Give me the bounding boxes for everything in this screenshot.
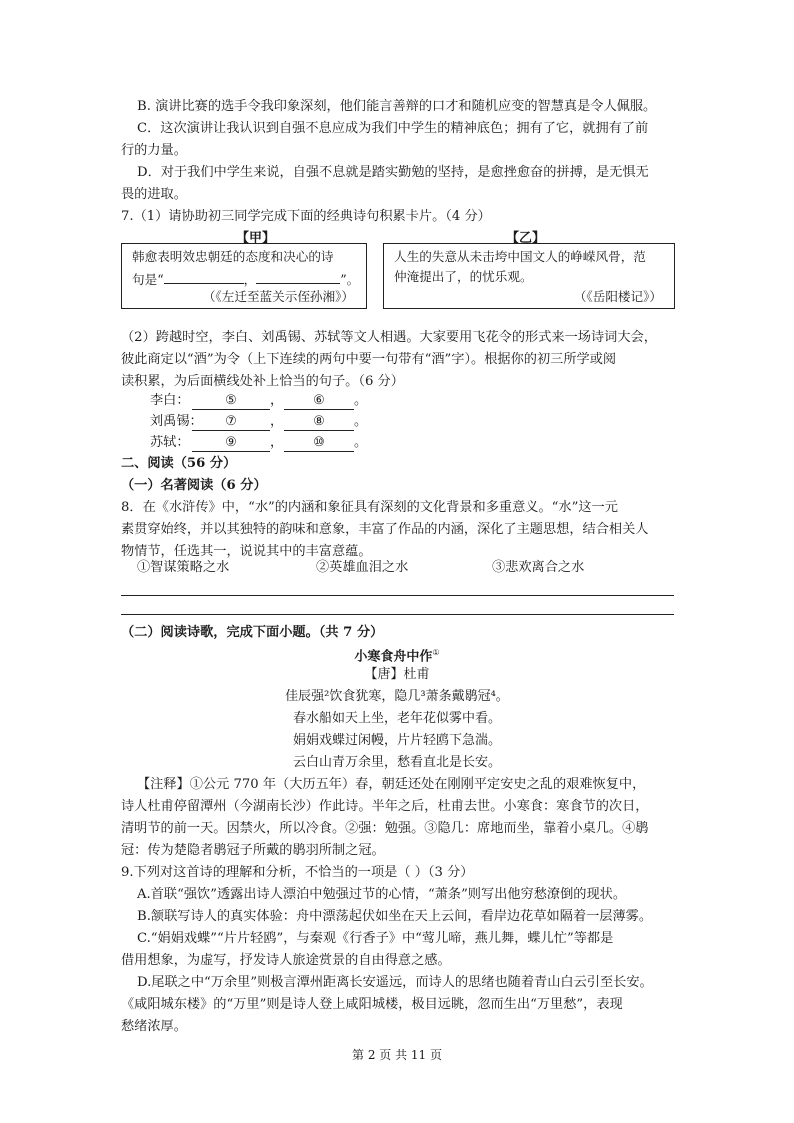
card-jia [121, 243, 367, 309]
answer-blank-1[interactable] [164, 267, 244, 284]
q7-prompt: 7.（1）请协助初三同学完成下面的经典诗句积累卡片。（4 分） [121, 209, 491, 224]
poem-line-2: 春水船如天上坐，老年花似雾中看。 [292, 711, 501, 726]
poem-line-4: 云白山青万余里，愁看直北是长安。 [292, 755, 501, 770]
card-yi-line2: 仲淹提出了，的忧乐观。 [394, 269, 533, 284]
section-reading-title: 二、阅读（56 分） [121, 456, 237, 471]
q9-option-d-line1: D.尾联之中“万余里”则极言潭州距离长安遥远，而诗人的思绪也随着青山白云引至长安。 [137, 975, 653, 990]
q9-option-c-line1: C.“娟娟戏蝶”“片片轻鸥”，与秦观《行香子》中“莺儿啼，燕儿舞，蝶儿忙”等都是 [137, 931, 614, 946]
poem-author: 【唐】杜甫 [364, 667, 430, 682]
q9-option-d-line2: 《咸阳城东楼》的“万里”则是诗人登上咸阳城楼，极目远眺，忽而生出“万里愁”，表现 [121, 997, 623, 1012]
q8-line1: 8．在《水浒传》中，“水”的内涵和象征具有深刻的文化背景和多重意义。“水”这一元 [121, 500, 618, 515]
card-jia-line1: 韩愈表明效忠朝廷的态度和决心的诗 [132, 249, 334, 264]
q7-part2-line3: 读积累，为后面横线处补上恰当的句子。（6 分） [121, 374, 404, 389]
q8-line3: 物情节，任选其一，说说其中的丰富意蕴。 [121, 544, 372, 559]
blank-10[interactable]: ⑩ [284, 435, 354, 452]
card-yi-source: （《岳阳楼记》） [573, 289, 662, 304]
blank-8[interactable]: ⑧ [284, 414, 354, 431]
fill-row-libai: 李白： ⑤ ， ⑥ 。 [150, 393, 368, 408]
page-number: 第 2 页 共 11 页 [352, 1048, 442, 1062]
card-jia-source: （《左迁至蓝关示侄孙湘》） [202, 289, 354, 304]
q8-choice-2: ②英雄血泪之水 [316, 560, 409, 575]
q7-part2-line2: 彼此商定以“酒”为令（上下连续的两句中要一句带有“酒”字）。根据你的初三所学或阅 [121, 352, 617, 367]
q9-prompt: 9.下列对这首诗的理解和分析，不恰当的一项是（ ）（3 分） [121, 865, 474, 880]
blank-5[interactable]: ⑤ [192, 393, 270, 410]
option-d-line2: 畏的进取。 [121, 187, 187, 202]
fill-row-sushi: 苏轼： ⑨ ， ⑩ 。 [150, 435, 368, 450]
poem-note-line3: 清明节的前一天。因禁火，所以冷食。②强：勉强。③隐几：席地而坐，靠着小桌几。④鹖 [121, 821, 649, 836]
poem-line-3: 娟娟戏蝶过闲幔，片片轻鸥下急湍。 [292, 733, 501, 748]
blank-7[interactable]: ⑦ [192, 414, 270, 431]
poem-line-1: 佳辰强²饮食犹寒，隐几³萧条戴鹖冠⁴。 [285, 689, 509, 704]
card-yi [383, 243, 675, 309]
option-c-line1: C．这次演讲让我认识到自强不息应成为我们中学生的精神底色；拥有了它，就拥有了前 [137, 121, 649, 136]
fill-row-liuyuxi: 刘禹锡： ⑦ ， ⑧ 。 [150, 414, 368, 429]
q7-part2-line1: （2）跨越时空，李白、刘禹锡、苏轼等文人相遇。大家要用飞花令的形式来一场诗词大会， [121, 330, 657, 345]
answer-line-1[interactable] [121, 595, 674, 596]
q9-option-a: A.首联“强饮”透露出诗人漂泊中勉强过节的心情，“萧条”则写出他穷愁潦倒的现状。 [137, 887, 627, 902]
poem-note-line2: 诗人杜甫停留潭州（今湖南长沙）作此诗。半年之后，杜甫去世。小寒食：寒食节的次日， [121, 799, 649, 814]
card-yi-title: 【乙】 [506, 231, 546, 246]
option-c-line2: 行的力量。 [121, 143, 187, 158]
subsection-classics-title: （一）名著阅读（6 分） [121, 478, 267, 493]
q9-option-c-line2: 借用想象，为虚写，抒发诗人旅途赏景的自由得意之感。 [121, 953, 451, 968]
blank-6[interactable]: ⑥ [284, 393, 354, 410]
answer-blank-2[interactable] [256, 267, 340, 284]
poem-note-line1: 【注释】①公元 770 年（大历五年）春，朝廷还处在刚刚平定安史之乱的艰难恢复中， [137, 777, 646, 792]
subsection-poem-title: （二）阅读诗歌，完成下面小题。（共 7 分） [121, 625, 384, 640]
option-d-line1: D．对于我们中学生来说，自强不息就是踏实勤勉的坚持，是愈挫愈奋的拼搏，是无惧无 [137, 165, 649, 180]
option-b: B. 演讲比赛的选手令我印象深刻，他们能言善辩的口才和随机应变的智慧真是令人佩服。 [137, 99, 657, 114]
card-yi-line1: 人生的失意从未击垮中国文人的峥嵘风骨，范 [394, 249, 646, 264]
answer-line-2[interactable] [121, 614, 674, 615]
poem-note-line4: 冠：传为楚隐者鹖冠子所戴的鹖羽所制之冠。 [121, 843, 385, 858]
q9-option-b: B.颔联写诗人的真实体验：舟中漂荡起伏如坐在天上云间，看岸边花草如隔着一层薄雾。 [137, 909, 653, 924]
card-jia-title: 【甲】 [236, 231, 276, 246]
poem-title: 小寒食舟中作① [354, 648, 440, 665]
q8-choice-3: ③悲欢离合之水 [492, 560, 585, 575]
q9-option-d-line3: 愁绪浓厚。 [121, 1019, 187, 1034]
blank-9[interactable]: ⑨ [192, 435, 270, 452]
q8-choice-1: ①智谋策略之水 [137, 560, 230, 575]
q8-line2: 素贯穿始终，并以其独特的韵味和意象，丰富了作品的内涵，深化了主题思想，结合相关人 [121, 522, 649, 537]
card-jia-line2: 句是“ ， ”。 [132, 267, 359, 290]
